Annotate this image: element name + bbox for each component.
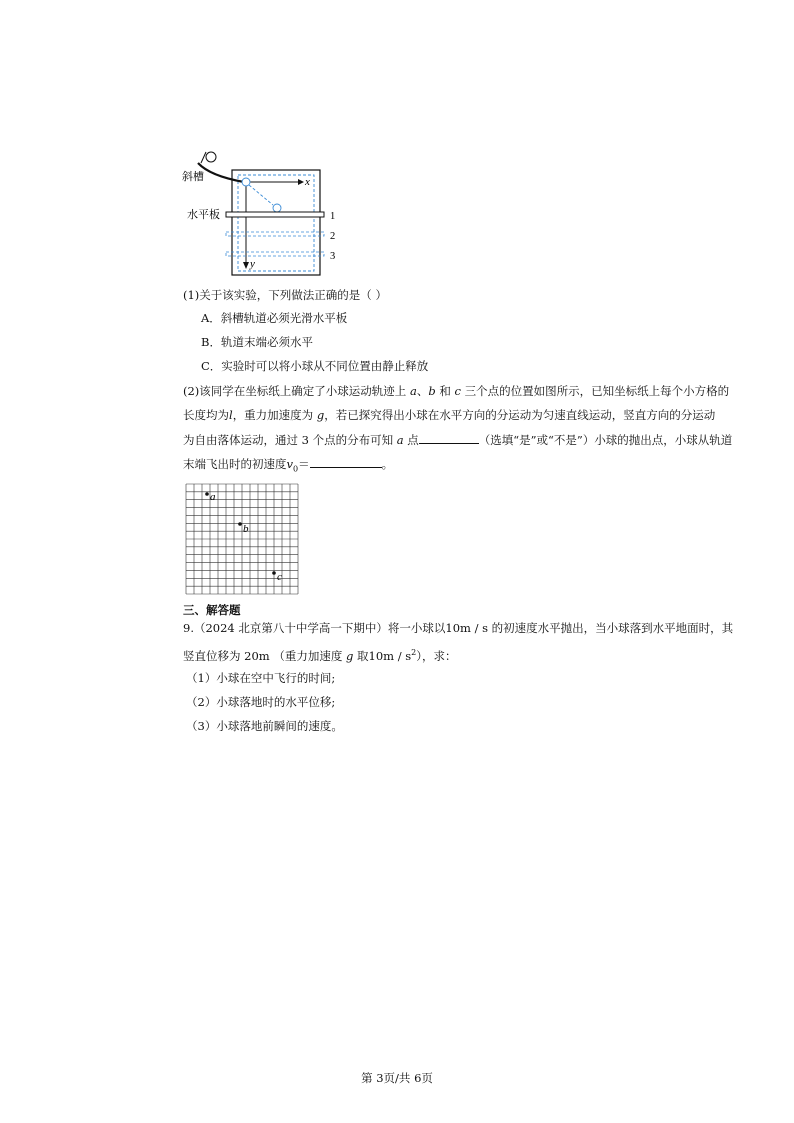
chute-label: 斜槽 <box>182 171 204 183</box>
q1-option-b: B．轨道末端必须水平 <box>201 335 313 349</box>
board-label: 水平板 <box>187 209 220 221</box>
ball-landing <box>273 204 281 212</box>
q2-line-2: 长度均为l，重力加速度为 g，若已探究得出小球在水平方向的分运动为匀速直线运动，竖直方向的分运动 <box>183 408 716 422</box>
board-mark-2: 2 <box>330 231 336 242</box>
horizontal-board <box>226 212 324 217</box>
point-c-label: c <box>277 571 282 583</box>
board-position-2 <box>226 232 324 236</box>
point-a-label: a <box>210 491 216 503</box>
q9-item-2: （2）小球落地时的水平位移; <box>186 695 336 709</box>
q9-item-1: （1）小球在空中飞行的时间; <box>186 671 336 685</box>
q9-line-1: 9.（2024 北京第八十中学高一下期中）将一小球以10m / s 的初速度水平抛出，当小球落到水平地面时，其 <box>183 621 734 635</box>
board-mark-3: 3 <box>330 251 336 262</box>
paper-dashed-outline <box>238 175 314 271</box>
page-footer: 第 3页/共 6页 <box>361 1071 433 1085</box>
x-axis-label: x <box>305 176 310 188</box>
q1-stem: (1)关于该实验，下列做法正确的是（ ） <box>183 288 387 302</box>
chute-curve <box>198 163 244 182</box>
point-b <box>238 522 242 526</box>
ball-start <box>206 152 216 162</box>
ball-at-origin <box>242 178 250 186</box>
q2-line-3: 为自由落体运动，通过 3 个点的分布可知 a 点 （选填“是”或“不是”）小球的抛出点，小球从轨道 <box>183 433 733 447</box>
coordinate-grid <box>185 483 299 595</box>
section-heading: 三、解答题 <box>183 603 241 617</box>
point-b-label: b <box>243 523 249 535</box>
q1-option-a: A．斜槽轨道必须光滑水平板 <box>201 311 348 325</box>
board-mark-1: 1 <box>330 211 336 222</box>
point-c <box>272 571 276 575</box>
q9-item-3: （3）小球落地前瞬间的速度。 <box>186 719 343 733</box>
board-position-3 <box>226 252 324 256</box>
q2-line-1: (2)该同学在坐标纸上确定了小球运动轨迹上 a、b 和 c 三个点的位置如图所示，已知坐标纸上每个小方格的 <box>183 384 730 398</box>
q2-line-4: 末端飞出时的初速度$v_0=$ 。 <box>183 457 394 474</box>
answer-blank-1[interactable] <box>419 431 479 444</box>
q1-option-c: C．实验时可以将小球从不同位置由静止释放 <box>201 359 429 373</box>
answer-blank-2[interactable] <box>310 455 382 468</box>
q9-line-2: 竖直位移为 20m （重力加速度 g 取$10m / s^2$），求： <box>183 648 457 663</box>
y-axis-label: y <box>250 258 255 270</box>
apparatus-figure <box>180 148 350 280</box>
point-a <box>205 492 209 496</box>
